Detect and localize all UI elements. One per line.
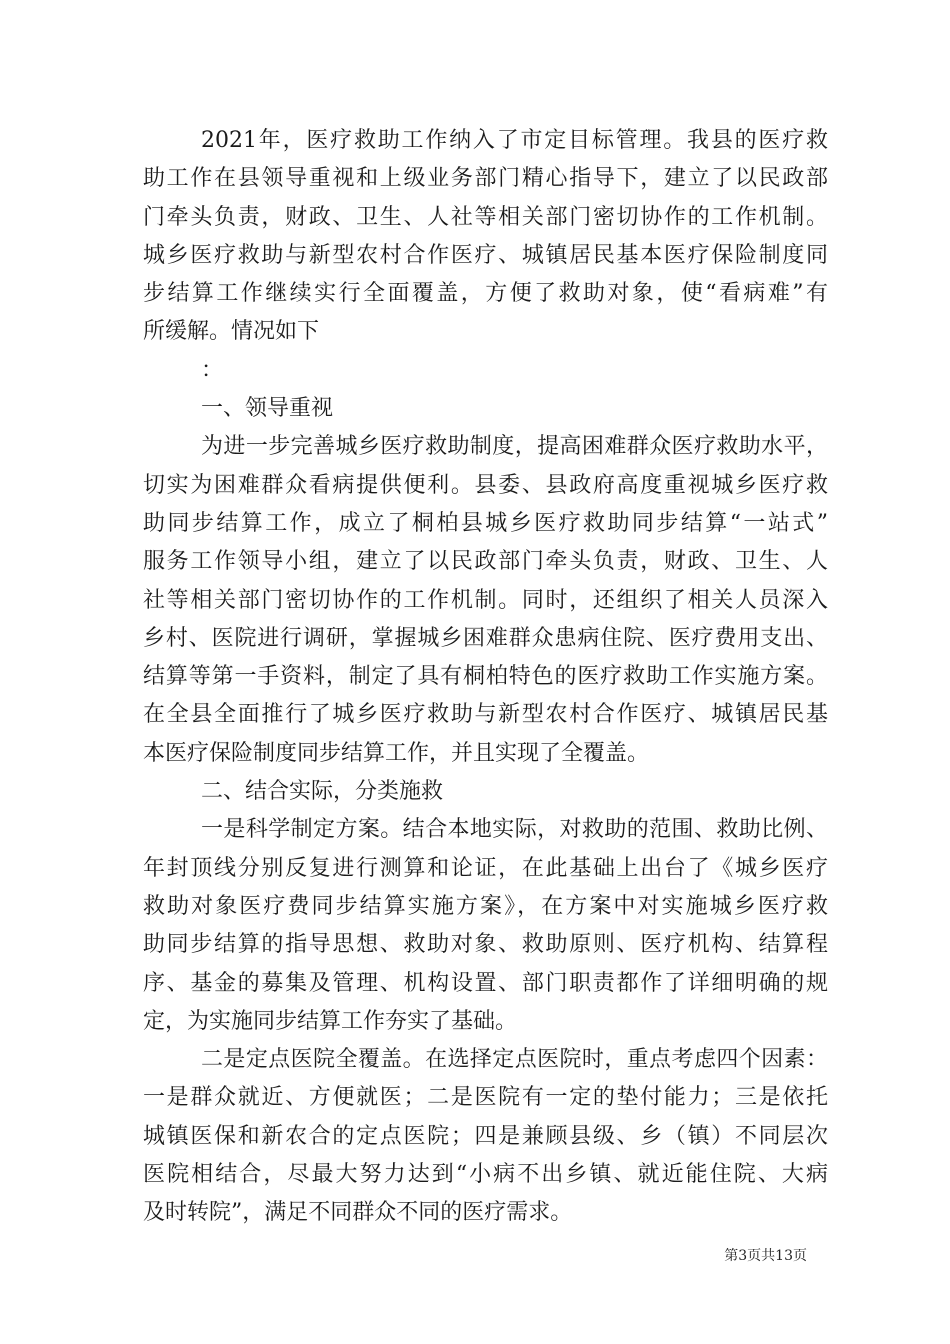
text-line: 定，为实施同步结算工作夯实了基础。 xyxy=(143,1008,518,1034)
text-line: 序、基金的募集及管理、机构设置、部门职责都作了详细明确的规 xyxy=(143,970,828,996)
text-line: 步结算工作继续实行全面覆盖，方便了救助对象，使“看病难”有 xyxy=(143,281,828,307)
page-number: 第3页共13页 xyxy=(724,1248,807,1264)
text-line: 所缓解。情况如下 xyxy=(143,319,320,345)
text-line: 门牵头负责，财政、卫生、人社等相关部门密切协作的工作机制。 xyxy=(143,204,828,230)
text-line: ： xyxy=(201,357,224,383)
text-line: 助同步结算工作，成立了桐柏县城乡医疗救助同步结算“一站式” xyxy=(143,510,828,536)
text-line: 本医疗保险制度同步结算工作，并且实现了全覆盖。 xyxy=(143,740,650,766)
text-line: 助同步结算的指导思想、救助对象、救助原则、医疗机构、结算程 xyxy=(143,932,828,958)
text-line: 救助对象医疗费同步结算实施方案》，在方案中对实施城乡医疗救 xyxy=(143,893,828,919)
text-line: 切实为困难群众看病提供便利。县委、县政府高度重视城乡医疗救 xyxy=(143,472,828,498)
text-line: 年封顶线分别反复进行测算和论证，在此基础上出台了《城乡医疗 xyxy=(143,855,828,881)
text-line: 及时转院”，满足不同群众不同的医疗需求。 xyxy=(143,1200,573,1226)
text-line: 乡村、医院进行调研，掌握城乡困难群众患病住院、医疗费用支出、 xyxy=(143,625,828,651)
text-line: 二、结合实际，分类施救 xyxy=(201,779,444,805)
text-line: 在全县全面推行了城乡医疗救助与新型农村合作医疗、城镇居民基 xyxy=(143,702,828,728)
text-line: 一、领导重视 xyxy=(201,396,334,422)
text-line: 服务工作领导小组，建立了以民政部门牵头负责，财政、卫生、人 xyxy=(143,549,828,575)
text-line: 助工作在县领导重视和上级业务部门精心指导下，建立了以民政部 xyxy=(143,166,828,192)
text-line: 为进一步完善城乡医疗救助制度，提高困难群众医疗救助水平， xyxy=(201,434,828,460)
document-body xyxy=(143,122,828,1233)
text-line: 社等相关部门密切协作的工作机制。同时，还组织了相关人员深入 xyxy=(143,587,828,613)
text-line: 城镇医保和新农合的定点医院；四是兼顾县级、乡（镇）不同层次 xyxy=(143,1123,828,1149)
text-line: 一是群众就近、方便就医；二是医院有一定的垫付能力；三是依托 xyxy=(143,1085,828,1111)
text-line: 2021年，医疗救助工作纳入了市定目标管理。我县的医疗救 xyxy=(201,128,828,153)
text-line: 一是科学制定方案。结合本地实际，对救助的范围、救助比例、 xyxy=(201,817,828,843)
text-line: 二是定点医院全覆盖。在选择定点医院时，重点考虑四个因素： xyxy=(201,1047,828,1073)
text-line: 结算等第一手资料，制定了具有桐柏特色的医疗救助工作实施方案。 xyxy=(143,664,828,690)
text-line: 医院相结合，尽最大努力达到“小病不出乡镇、就近能住院、大病 xyxy=(143,1162,828,1188)
text-line: 城乡医疗救助与新型农村合作医疗、城镇居民基本医疗保险制度同 xyxy=(143,242,828,268)
